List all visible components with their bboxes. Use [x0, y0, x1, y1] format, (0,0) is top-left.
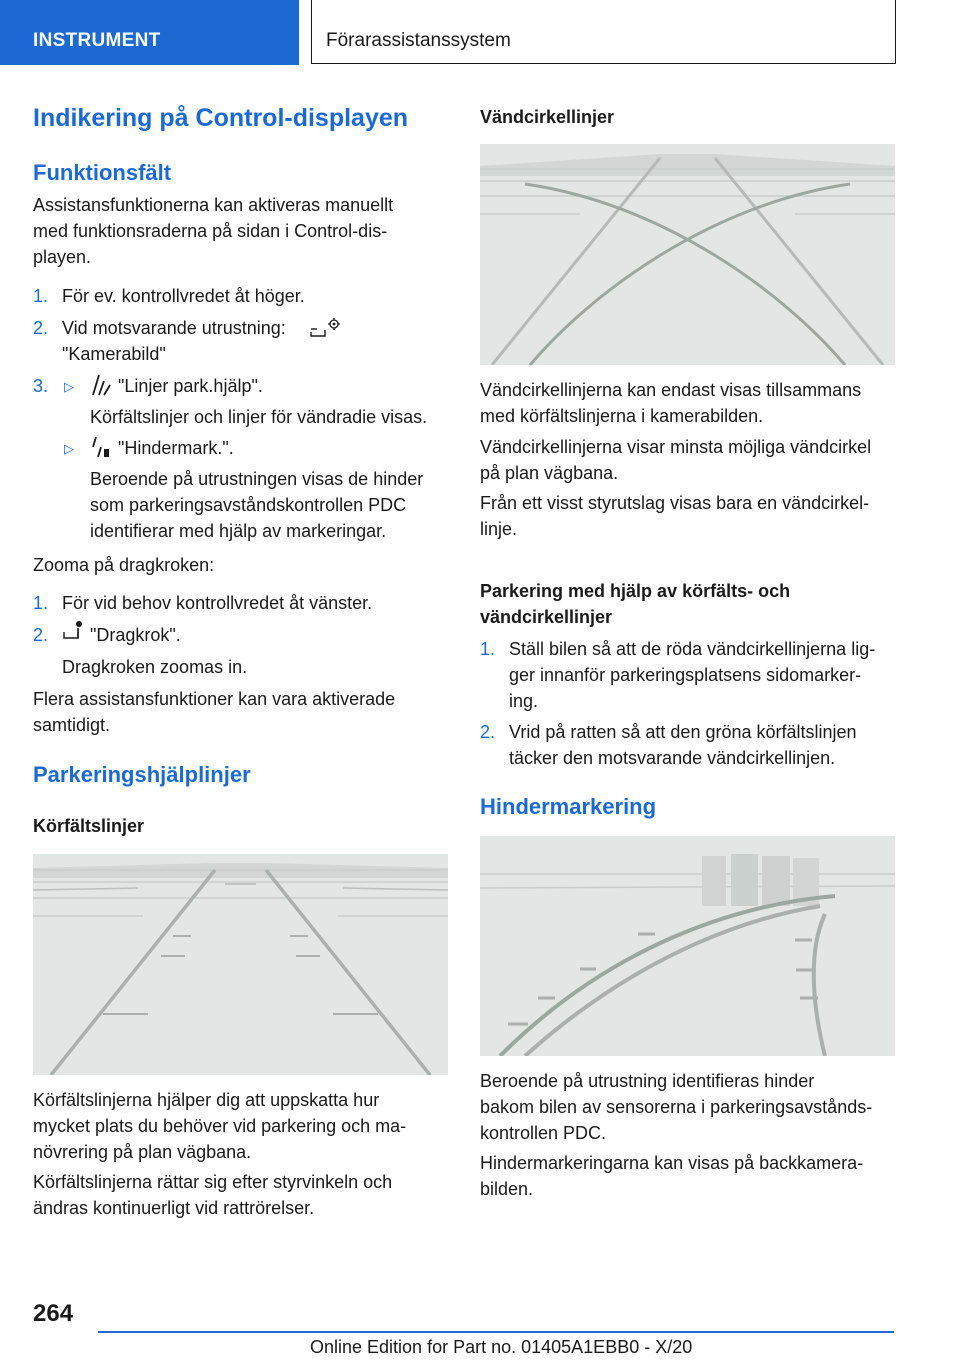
heading-park-line-1: Parkering med hjälp av körfälts- och [480, 581, 791, 601]
multi-line-2: samtidigt. [33, 715, 111, 735]
heading-lane-lines: Körfältslinjer [33, 816, 145, 836]
step-number: 2. [33, 318, 49, 338]
step-text-2: Dragkroken zoomas in. [62, 657, 248, 677]
park-step2-line-1: Vrid på ratten så att den gröna körfältslinjen [509, 722, 857, 742]
obst-text-line-2: bakom bilen av sensorerna i parkeringsavstånds- [480, 1097, 873, 1117]
park-step1-line-3: ing. [509, 691, 539, 711]
intro-line-2: med funktionsraderna på sidan i Control-dis- [33, 221, 388, 241]
section-tab [0, 0, 299, 65]
heading-obstacle: Hindermarkering [480, 794, 657, 819]
turn-text-line-2: med körfältslinjerna i kamerabilden. [480, 406, 764, 426]
step-text-2: "Kamerabild" [62, 344, 166, 364]
bullet-triangle-icon: ▷ [64, 441, 74, 456]
step-number: 2. [480, 722, 496, 742]
sub-option-label: "Hindermark.". [118, 438, 234, 458]
park-step1-line-1: Ställ bilen så att de röda vändcirkellinjerna lig- [509, 639, 876, 659]
heading-parking-lines: Parkeringshjälplinjer [33, 762, 251, 787]
turn-text2-line-2: på plan vägbana. [480, 463, 619, 483]
obst-text2-line-2: bilden. [480, 1179, 534, 1199]
turn-text3-line-2: linje. [480, 519, 518, 539]
step-text: För ev. kontrollvredet åt höger. [62, 286, 305, 306]
step-text: För vid behov kontrollvredet åt vänster. [62, 593, 373, 613]
footer-divider [98, 1331, 894, 1333]
lane-text2-line-1: Körfältslinjerna rättar sig efter styrvinkeln och [33, 1172, 393, 1192]
chapter-tab [311, 0, 896, 64]
intro-line-3: playen. [33, 247, 92, 267]
turn-lines-figure [480, 144, 895, 365]
obst-text2-line-1: Hindermarkeringarna kan visas på backkamera- [480, 1153, 864, 1173]
edition-text: Online Edition for Part no. 01405A1EBB0 - X/20 [310, 1337, 693, 1357]
sub-option-desc-2: som parkeringsavståndskontrollen PDC [90, 495, 407, 515]
step-number: 1. [33, 286, 49, 306]
parking-lines-icon [90, 373, 112, 397]
lane-text-line-2: mycket plats du behöver vid parkering och ma- [33, 1116, 407, 1136]
page-title: Indikering på Control-displayen [33, 104, 409, 132]
camera-settings-icon [308, 316, 342, 340]
step-number: 1. [33, 593, 49, 613]
zoom-heading: Zooma på dragkroken: [33, 555, 215, 575]
obstacle-marking-icon [90, 435, 112, 459]
step-text: "Dragkrok". [90, 625, 181, 645]
section-title: INSTRUMENT [33, 30, 161, 51]
sub-option-desc-3: identifierar med hjälp av markeringar. [90, 521, 387, 541]
turn-text2-line-1: Vändcirkellinjerna visar minsta möjliga vändcirkel [480, 437, 872, 457]
turn-text3-line-1: Från ett visst styrutslag visas bara en vändcirkel- [480, 493, 870, 513]
step-number: 1. [480, 639, 496, 659]
chapter-title: Förarassistanssystem [326, 30, 511, 51]
lane-text-line-1: Körfältslinjerna hjälper dig att uppskatta hur [33, 1090, 380, 1110]
step-number: 3. [33, 376, 49, 396]
page-number: 264 [33, 1300, 74, 1327]
park-step2-line-2: täcker den motsvarande vändcirkellinjen. [509, 748, 836, 768]
lane-text2-line-2: ändras kontinuerligt vid rattrörelser. [33, 1198, 315, 1218]
heading-functions: Funktionsfält [33, 160, 172, 185]
tow-hook-icon [62, 618, 86, 644]
obst-text-line-3: kontrollen PDC. [480, 1123, 607, 1143]
obstacle-figure [480, 836, 895, 1056]
park-step1-line-2: ger innanför parkeringsplatsens sidomarker- [509, 665, 862, 685]
step-number: 2. [33, 625, 49, 645]
obst-text-line-1: Beroende på utrustning identifieras hinder [480, 1071, 815, 1091]
sub-option-label: "Linjer park.hjälp". [118, 376, 263, 396]
heading-turn-lines: Vändcirkellinjer [480, 107, 615, 127]
lane-text-line-3: növrering på plan vägbana. [33, 1142, 252, 1162]
intro-line-1: Assistansfunktionerna kan aktiveras manuellt [33, 195, 394, 215]
bullet-triangle-icon: ▷ [64, 379, 74, 394]
lane-lines-figure [33, 854, 448, 1075]
sub-option-desc: Körfältslinjer och linjer för vändradie visas. [90, 407, 428, 427]
step-text: Vid motsvarande utrustning: [62, 318, 286, 338]
heading-park-line-2: vändcirkellinjer [480, 607, 613, 627]
turn-text-line-1: Vändcirkellinjerna kan endast visas tillsammans [480, 380, 862, 400]
sub-option-desc-1: Beroende på utrustningen visas de hinder [90, 469, 424, 489]
multi-line-1: Flera assistansfunktioner kan vara aktiverade [33, 689, 396, 709]
